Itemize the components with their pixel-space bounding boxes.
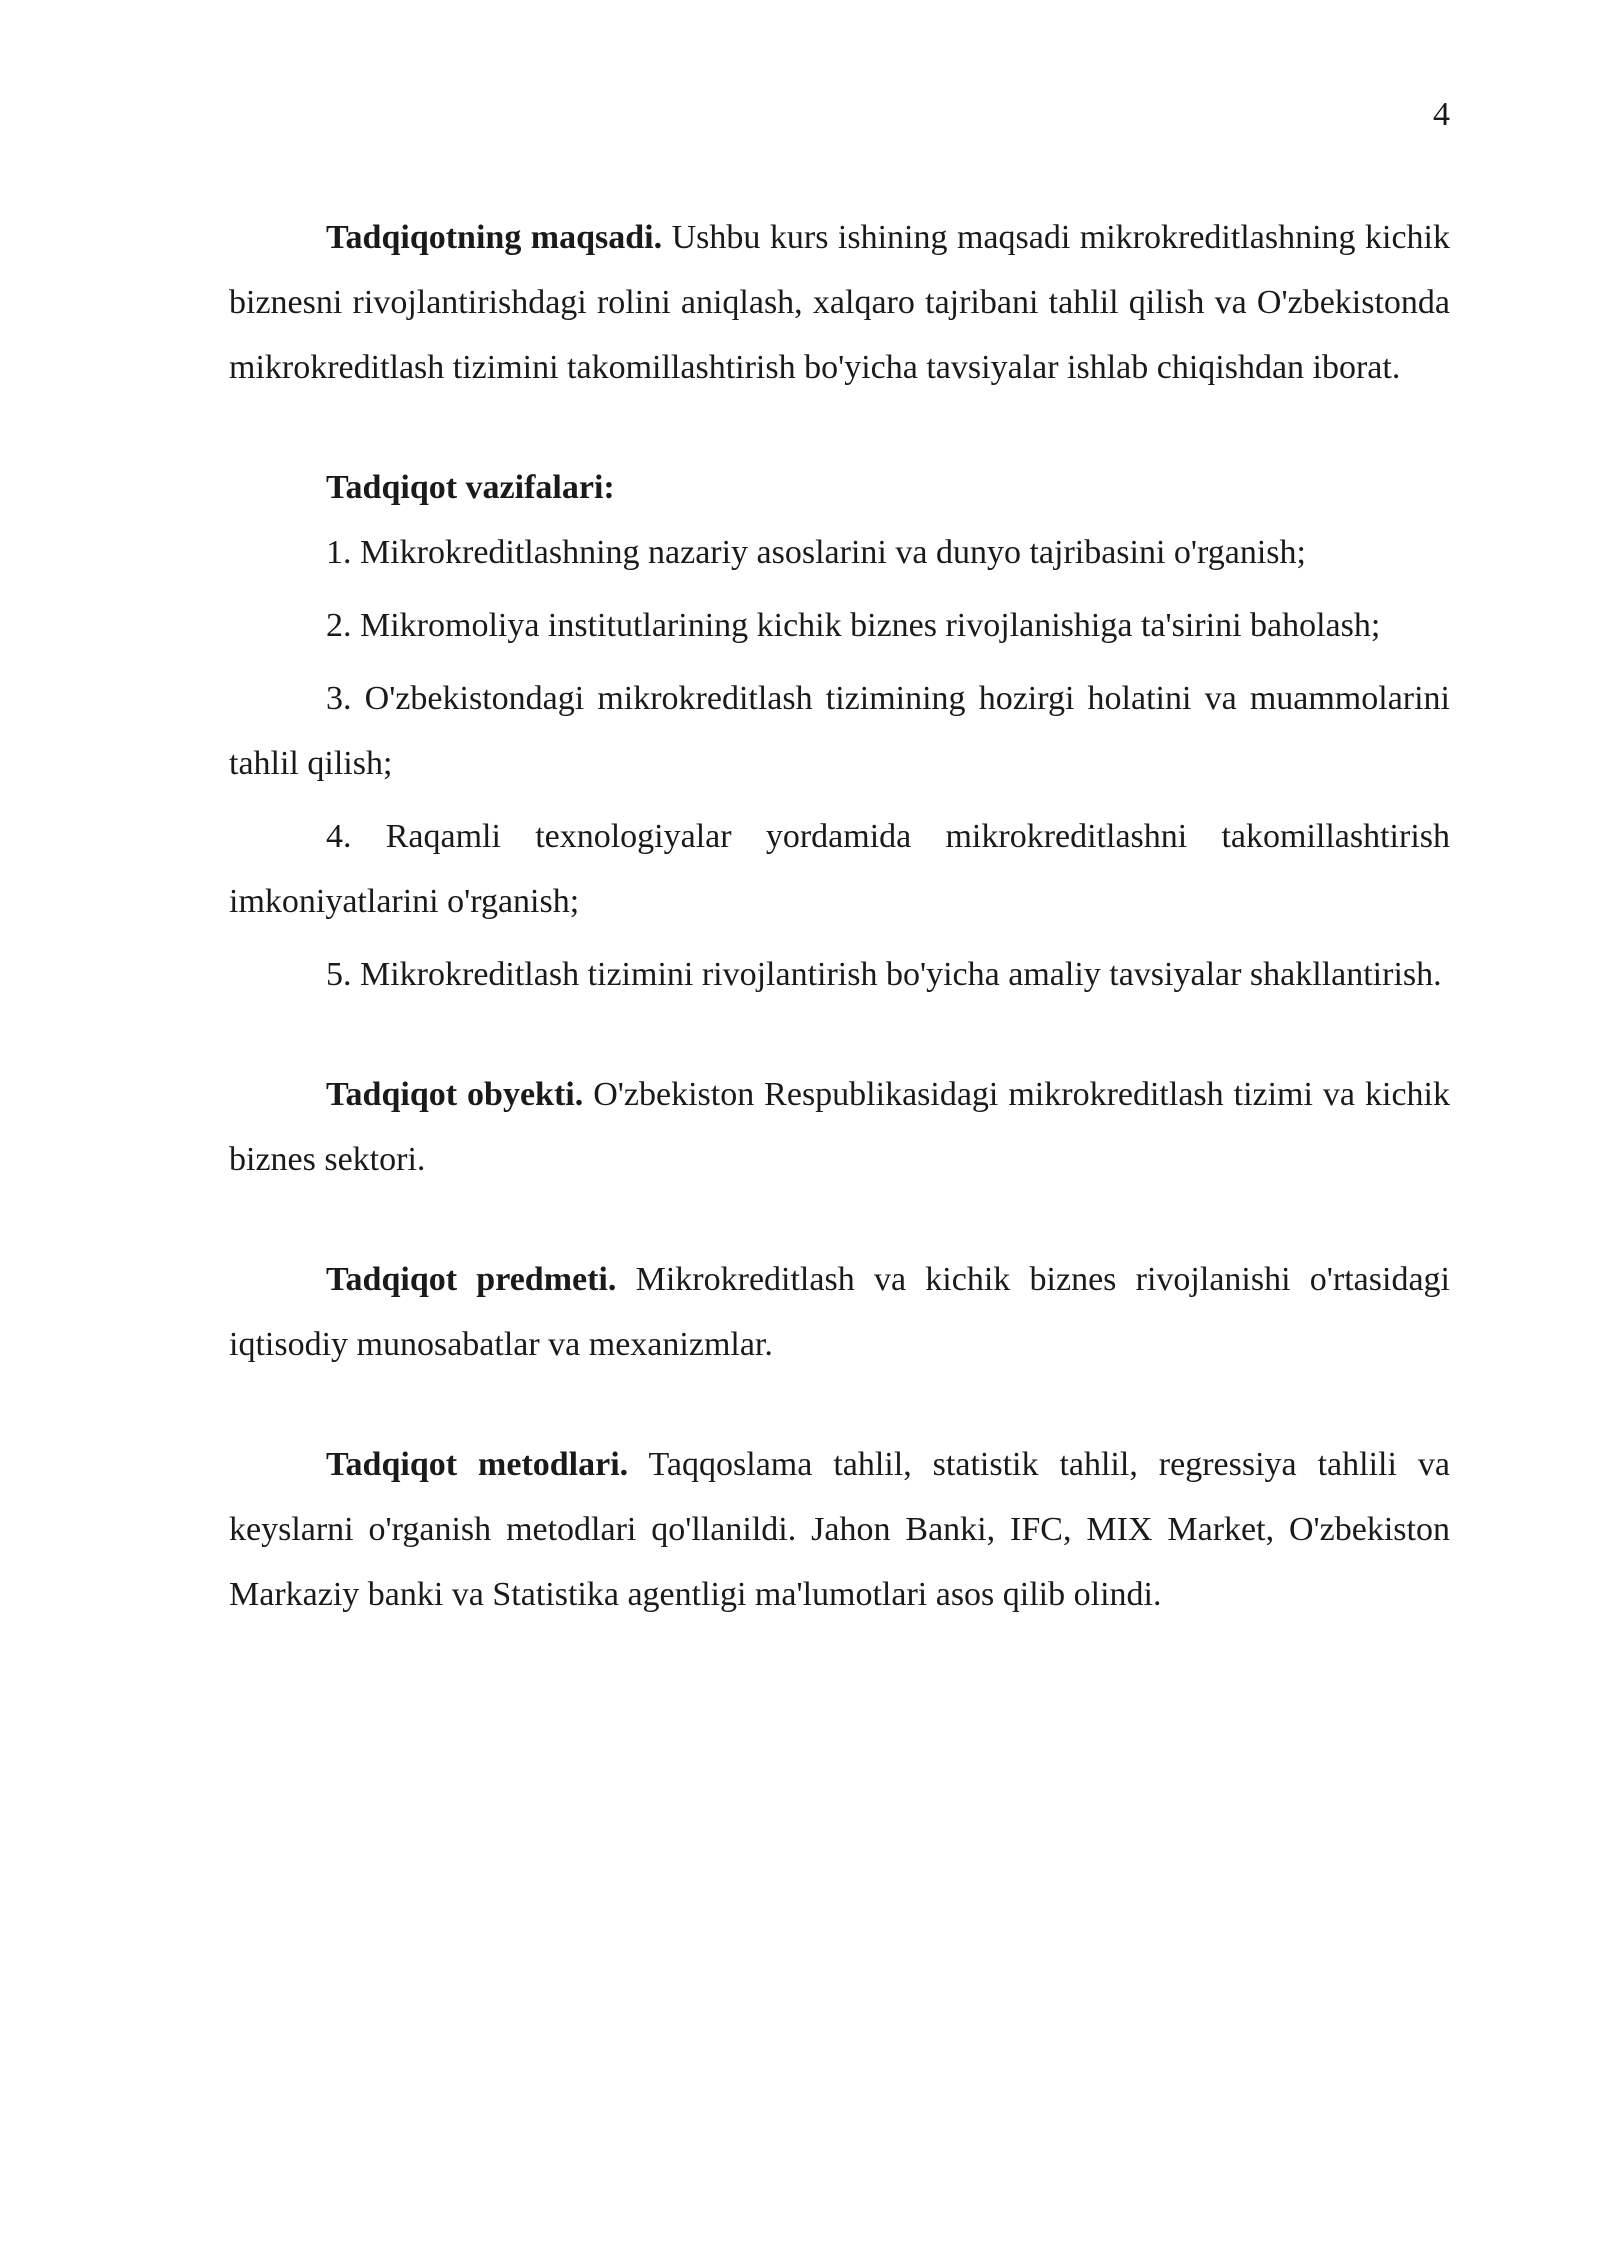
research-methods-paragraph: [229, 1432, 1450, 1627]
page-number: 4: [1433, 96, 1450, 133]
document-body: [229, 205, 1450, 1627]
research-object-text: O'zbekiston Respublikasidagi mikrokreditlash tizimi va kichik biznes sektori.: [229, 1076, 1450, 1178]
research-task-item: 5. Mikrokreditlash tizimini rivojlantirish bo'yicha amaliy tavsiyalar shakllantirish.: [326, 956, 1442, 993]
research-task-item: 2. Mikromoliya institutlarining kichik biznes rivojlanishiga ta'sirini baholash;: [326, 607, 1381, 644]
research-task-item: 4. Raqamli texnologiyalar yordamida mikrokreditlashni takomillashtirish imkoniyatlarini o'rganish;: [229, 818, 1450, 920]
research-methods-label: Tadqiqot metodlari.: [326, 1446, 629, 1483]
research-goal-label: Tadqiqotning maqsadi.: [326, 219, 663, 256]
research-object-paragraph: [229, 1062, 1450, 1192]
research-object-label: Tadqiqot obyekti.: [326, 1076, 584, 1113]
research-task-item: 1. Mikrokreditlashning nazariy asoslarini va dunyo tajribasini o'rganish;: [326, 534, 1306, 571]
research-goal-paragraph: [229, 205, 1450, 400]
research-tasks-heading: Tadqiqot vazifalari:: [326, 469, 615, 506]
research-task-item: 3. O'zbekistondagi mikrokreditlash tizimining hozirgi holatini va muammolarini tahlil qilish;: [229, 680, 1450, 782]
research-subject-label: Tadqiqot predmeti.: [326, 1261, 617, 1298]
research-methods-text: Taqqoslama tahlil, statistik tahlil, regressiya tahlili va keyslarni o'rganish metodlari qo'llanildi. Jahon Banki, IFC, MIX Market, O'zbekiston Markaziy banki va Statistika agentligi ma'lumotlari asos qilib olindi.: [229, 1446, 1451, 1613]
research-subject-text: Mikrokreditlash va kichik biznes rivojlanishi o'rtasidagi iqtisodiy munosabatlar va mexanizmlar.: [229, 1261, 1450, 1363]
research-subject-paragraph: [229, 1247, 1450, 1377]
research-goal-text: Ushbu kurs ishining maqsadi mikrokreditlashning kichik biznesni rivojlantirishdagi rolini aniqlash, xalqaro tajribani tahlil qilish va O'zbekistonda mikrokreditlash tizimini takomillashtirish bo'yicha tavsiyalar ishlab chiqishdan iborat.: [229, 219, 1450, 386]
